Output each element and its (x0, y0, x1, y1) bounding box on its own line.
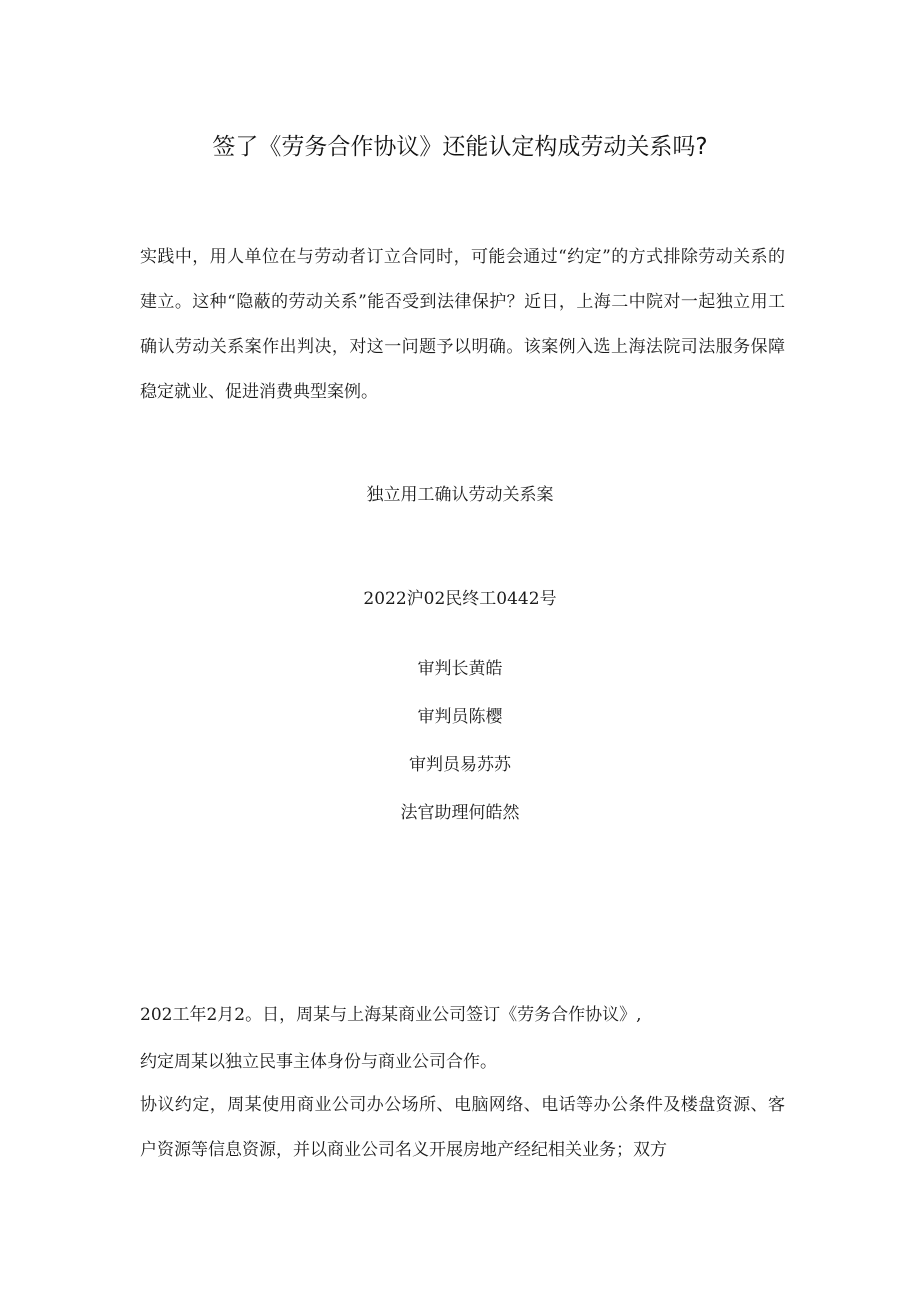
body-line: 约定周某以独立民事主体身份与商业公司合作。 (140, 1052, 497, 1072)
judge-line: 审判员陈樱 (417, 707, 503, 727)
case-title: 独立用工确认劳动关系案 (366, 485, 554, 505)
judge-line: 审判长黄皓 (417, 659, 503, 679)
document-title: 签了《劳务合作协议》还能认定构成劳动关系吗? (212, 134, 708, 160)
case-number: 2022沪02民终工0442号 (363, 589, 557, 609)
body-paragraph: 协议约定，周某使用商业公司办公场所、电脑网络、电话等办公条件及楼盘资源、客户资源等信息资源，并以商业公司名义开展房地产经纪相关业务；双方 (140, 1095, 785, 1160)
body-line: 202工年2月2。日，周某与上海某商业公司签订《劳务合作协议》, (140, 1005, 642, 1025)
judge-line: 审判员易苏苏 (409, 755, 511, 775)
judge-line: 法官助理何皓然 (400, 803, 520, 823)
intro-paragraph: 实践中，用人单位在与劳动者订立合同时，可能会通过“约定”的方式排除劳动关系的建立。这种“隐蔽的劳动关系”能否受到法律保护？近日，上海二中院对一起独立用工确认劳动关系案作出判决，对这一问题予以明确。该案例入选上海法院司法服务保障稳定就业、促进消费典型案例。 (140, 247, 785, 402)
